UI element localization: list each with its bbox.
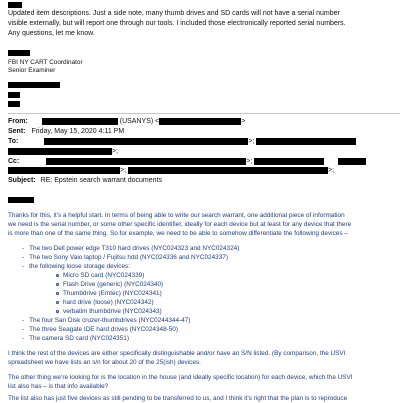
bullet-circle-icon	[56, 283, 59, 286]
redaction	[254, 158, 324, 165]
body-paragraph-line: is more than one of the same thing. So for example, we need to be able to somehow differentiate the following devices –	[8, 230, 348, 237]
bullet-circle-icon	[56, 310, 59, 313]
to-label: To:	[8, 138, 19, 145]
body-paragraph-line: I think the rest of the devices are either specifically distinguishable and/or have an S/N listed. (By comparison, the USVI	[8, 350, 346, 357]
redaction	[8, 92, 20, 98]
recipient-separator: >;	[248, 138, 255, 145]
bullet-circle-icon	[56, 301, 59, 304]
subject-value: RE: Epstein search warrant documents	[40, 177, 162, 184]
cc-line	[8, 157, 366, 166]
sub-list-item: Thumbdrive (Emtec) (NYC024341)	[56, 290, 162, 298]
sub-list-item: Micro SD card (NYC024339)	[56, 272, 144, 280]
reply-line: Any questions, let me know.	[8, 30, 95, 37]
subject-label: Subject:	[8, 177, 36, 184]
cc-line-cont	[8, 166, 334, 175]
list-item: - the following loose storage devices:	[22, 263, 131, 270]
body-paragraph-line: spreadsheet we have lists an s/n for about 20 of the 25(ish) devices.	[8, 359, 201, 366]
sent-line	[8, 127, 124, 136]
from-line	[8, 117, 245, 126]
reply-line: visible externally, but will report one through our tools. I included those electronically reported serial numbers.	[8, 20, 346, 27]
redaction	[8, 197, 34, 203]
redaction	[42, 118, 118, 125]
to-line	[8, 137, 356, 146]
from-end: >	[241, 118, 246, 125]
sent-value: Friday, May 15, 2020 4:11 PM	[31, 128, 125, 135]
body-paragraph-line: The other thing we’re looking for is the location in the house (and ideally specific location) for each device, which the USVI	[8, 374, 353, 381]
list-item: - The two Sony Vaio laptop / Fujitsu hdd (NYC024336 and NYC024337)	[22, 254, 228, 261]
subject-line	[8, 176, 162, 185]
redaction	[8, 101, 20, 107]
body-paragraph-line: The list also has just five devices as still pending to be transferred to us, and I think it’s right that the plan is to reproduce	[8, 395, 348, 402]
redaction	[8, 50, 30, 56]
redaction	[159, 118, 241, 125]
redaction	[128, 167, 328, 174]
from-value: (USANYS) <	[119, 118, 160, 125]
list-item: - The three Seagate IDE hard drives (NYC024348-50)	[22, 326, 178, 333]
sub-list-item: Flash Drive (generic) (NYC024340)	[56, 281, 163, 289]
cc-label: Cc:	[8, 158, 20, 165]
recipient-separator: >;	[112, 148, 119, 155]
bullet-circle-icon	[56, 292, 59, 295]
header-separator	[8, 113, 400, 114]
body-paragraph-line: we need is the serial number, or some other specific identifier, ideally for each device but at least for any device that there	[8, 221, 352, 228]
sent-label: Sent:	[8, 128, 26, 135]
redaction	[338, 158, 366, 165]
sub-list-item: verbatim thumbdrive (NYC024343)	[56, 308, 162, 316]
list-item: - The two Dell power edge T310 hard drives (NYC024323 and NYC024324)	[22, 245, 240, 252]
body-paragraph-line: list also has – is that info available?	[8, 383, 109, 390]
from-label: From:	[8, 118, 28, 125]
bullet-circle-icon	[56, 274, 59, 277]
signature-title: FBI NY CART Coordinator	[8, 59, 83, 66]
reply-line: Updated item descriptions. Just a side note, many thumb drives and SD cards will not have a serial number	[8, 10, 340, 17]
redaction	[8, 2, 22, 8]
list-item: - The camera SD card (NYC024351)	[22, 335, 129, 342]
signature-role: Senior Examiner	[8, 67, 56, 74]
body-paragraph-line: Thanks for this, it’s a helpful start. In terms of being able to write our search warrant, one additional piece of information	[8, 212, 345, 219]
to-line-cont	[8, 147, 118, 156]
redaction	[46, 158, 246, 165]
recipient-separator: >;	[246, 158, 253, 165]
redaction	[8, 167, 120, 174]
redaction	[8, 148, 112, 155]
recipient-separator: >;	[328, 167, 335, 174]
redaction	[44, 138, 248, 145]
sub-list-item: hard drive (loose) (NYC024342)	[56, 299, 154, 307]
recipient-separator: >;	[120, 167, 127, 174]
list-item: - The four San Disk cruzer-thumbdrives (NYC0244344-47)	[22, 317, 191, 324]
redaction	[8, 82, 60, 88]
redaction	[256, 138, 356, 145]
